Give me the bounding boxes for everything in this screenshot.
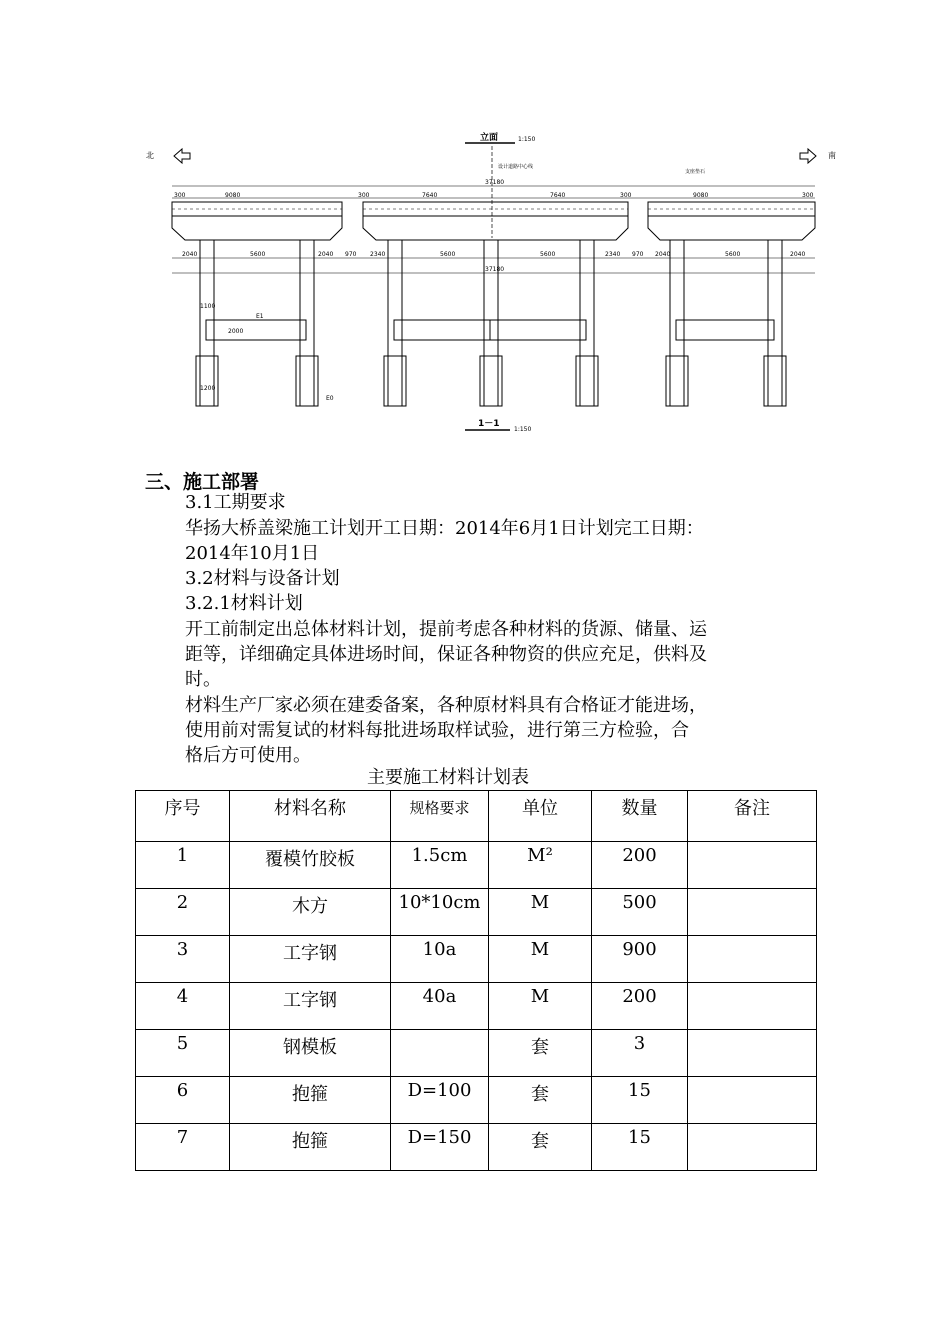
cell-quantity: 200 bbox=[592, 842, 688, 889]
drawing-top-label: 立面 bbox=[480, 133, 499, 143]
subsection-3-2-1: 3.2.1材料计划 bbox=[185, 593, 303, 614]
subsection-3-2: 3.2材料与设备计划 bbox=[185, 568, 340, 589]
cell-remark bbox=[688, 889, 817, 936]
header-unit: 单位 bbox=[489, 791, 592, 842]
cell-material: 工字钢 bbox=[230, 936, 391, 983]
cell-remark bbox=[688, 1030, 817, 1077]
cell-quantity: 500 bbox=[592, 889, 688, 936]
total-length-bottom: 37180 bbox=[485, 266, 505, 273]
dim-top-4: 7640 bbox=[550, 192, 566, 199]
cell-unit: M² bbox=[489, 842, 592, 889]
cell-index: 7 bbox=[136, 1124, 230, 1171]
schedule-line-2: 2014年10月1日 bbox=[185, 543, 320, 564]
cell-quantity: 200 bbox=[592, 983, 688, 1030]
cell-remark bbox=[688, 1124, 817, 1171]
cell-quantity: 15 bbox=[592, 1124, 688, 1171]
cell-material: 木方 bbox=[230, 889, 391, 936]
dim-bottom-0: 2040 bbox=[182, 251, 198, 258]
table-header-row bbox=[136, 791, 817, 842]
dim-top-7: 300 bbox=[802, 192, 814, 199]
cell-index: 1 bbox=[136, 842, 230, 889]
schedule-line-1: 华扬大桥盖梁施工计划开工日期：2014年6月1日计划完工日期： bbox=[185, 518, 704, 539]
paragraph-2-line-1: 材料生产厂家必须在建委备案，各种原材料具有合格证才能进场， bbox=[185, 695, 707, 716]
cell-index: 5 bbox=[136, 1030, 230, 1077]
cell-index: 2 bbox=[136, 889, 230, 936]
pier-label-1200: 1200 bbox=[200, 385, 216, 392]
pier-label-e1: E1 bbox=[256, 313, 264, 320]
dim-bottom-6: 5600 bbox=[540, 251, 556, 258]
paragraph-1-line-3: 时。 bbox=[185, 669, 221, 690]
cell-index: 3 bbox=[136, 936, 230, 983]
cell-quantity: 15 bbox=[592, 1077, 688, 1124]
paragraph-2-line-3: 格后方可使用。 bbox=[185, 745, 311, 766]
cell-index: 4 bbox=[136, 983, 230, 1030]
pier-label-1100: 1100 bbox=[200, 303, 216, 310]
cell-remark bbox=[688, 842, 817, 889]
dim-bottom-9: 2040 bbox=[655, 251, 671, 258]
cell-spec bbox=[391, 1030, 489, 1077]
dim-top-1: 9080 bbox=[225, 192, 241, 199]
paragraph-1-line-1: 开工前制定出总体材料计划，提前考虑各种材料的货源、储量、运 bbox=[185, 619, 707, 640]
bridge-drawing-svg bbox=[140, 128, 840, 438]
total-length-top: 37180 bbox=[485, 179, 505, 186]
table-title: 主要施工材料计划表 bbox=[367, 767, 529, 788]
cell-spec: D=100 bbox=[391, 1077, 489, 1124]
header-index: 序号 bbox=[136, 791, 230, 842]
dim-top-5: 300 bbox=[620, 192, 632, 199]
drawing-top-scale: 1:150 bbox=[518, 136, 536, 143]
cell-material: 工字钢 bbox=[230, 983, 391, 1030]
paragraph-1-line-2: 距等，详细确定具体进场时间，保证各种物资的供应充足，供料及 bbox=[185, 644, 707, 665]
drawing-bottom-label: 1－1 bbox=[478, 419, 500, 429]
dim-bottom-4: 2340 bbox=[370, 251, 386, 258]
cell-unit: 套 bbox=[489, 1077, 592, 1124]
dim-bottom-2: 2040 bbox=[318, 251, 334, 258]
dim-top-0: 300 bbox=[174, 192, 186, 199]
table-row bbox=[136, 936, 817, 983]
header-remark: 备注 bbox=[688, 791, 817, 842]
table-row bbox=[136, 1077, 817, 1124]
dim-bottom-5: 5600 bbox=[440, 251, 456, 258]
cell-quantity: 900 bbox=[592, 936, 688, 983]
cell-unit: M bbox=[489, 936, 592, 983]
cell-remark bbox=[688, 983, 817, 1030]
cell-remark bbox=[688, 936, 817, 983]
cell-material: 钢模板 bbox=[230, 1030, 391, 1077]
cell-quantity: 3 bbox=[592, 1030, 688, 1077]
cell-spec: 40a bbox=[391, 983, 489, 1030]
dim-bottom-11: 2040 bbox=[790, 251, 806, 258]
paragraph-2-line-2: 使用前对需复试的材料每批进场取样试验，进行第三方检验，合 bbox=[185, 720, 689, 741]
cell-spec: 10*10cm bbox=[391, 889, 489, 936]
cell-unit: M bbox=[489, 983, 592, 1030]
cell-material: 抱箍 bbox=[230, 1077, 391, 1124]
dim-bottom-7: 2340 bbox=[605, 251, 621, 258]
section-heading: 三、施工部署 bbox=[145, 471, 260, 493]
cell-remark bbox=[688, 1077, 817, 1124]
drawing-bottom-scale: 1:150 bbox=[514, 426, 532, 433]
table-row bbox=[136, 983, 817, 1030]
pier-label-2000: 2000 bbox=[228, 328, 244, 335]
dim-bottom-10: 5600 bbox=[725, 251, 741, 258]
header-spec: 规格要求 bbox=[391, 791, 489, 842]
cell-spec: D=150 bbox=[391, 1124, 489, 1171]
cell-material: 覆模竹胶板 bbox=[230, 842, 391, 889]
dim-top-6: 9080 bbox=[693, 192, 709, 199]
cell-unit: 套 bbox=[489, 1030, 592, 1077]
cell-spec: 10a bbox=[391, 936, 489, 983]
subsection-3-1: 3.1工期要求 bbox=[185, 492, 286, 513]
cell-unit: 套 bbox=[489, 1124, 592, 1171]
south-arrow-icon bbox=[800, 149, 816, 163]
support-label: 支座垫石 bbox=[685, 169, 706, 175]
south-label: 南 bbox=[828, 151, 836, 160]
table-row bbox=[136, 842, 817, 889]
dim-bottom-1: 5600 bbox=[250, 251, 266, 258]
bridge-elevation-drawing bbox=[140, 128, 840, 438]
table-row bbox=[136, 889, 817, 936]
dim-bottom-3: 970 bbox=[345, 251, 357, 258]
cell-spec: 1.5cm bbox=[391, 842, 489, 889]
cell-unit: M bbox=[489, 889, 592, 936]
cell-index: 6 bbox=[136, 1077, 230, 1124]
centerline-label: 设计道路中心线 bbox=[498, 164, 534, 170]
north-label: 北 bbox=[146, 151, 154, 160]
header-quantity: 数量 bbox=[592, 791, 688, 842]
materials-table bbox=[135, 790, 817, 1171]
north-arrow-icon bbox=[174, 149, 190, 163]
pier-label-e0: E0 bbox=[326, 395, 334, 402]
dim-bottom-8: 970 bbox=[632, 251, 644, 258]
header-material: 材料名称 bbox=[230, 791, 391, 842]
dim-top-2: 300 bbox=[358, 192, 370, 199]
table-row bbox=[136, 1124, 817, 1171]
dim-top-3: 7640 bbox=[422, 192, 438, 199]
cell-material: 抱箍 bbox=[230, 1124, 391, 1171]
table-row bbox=[136, 1030, 817, 1077]
